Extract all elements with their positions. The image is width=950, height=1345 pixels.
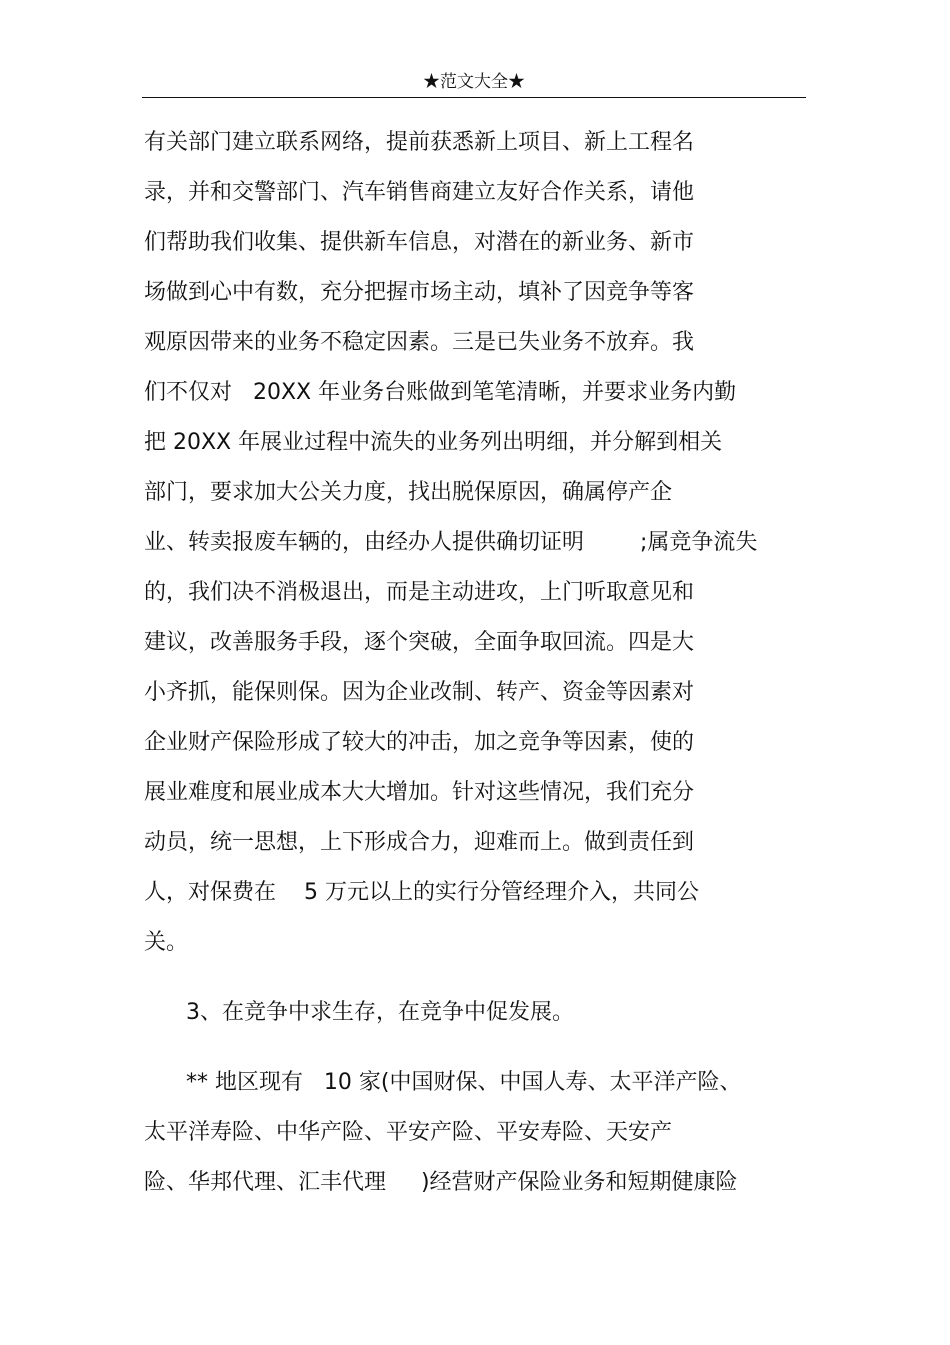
text-line: ** 地区现有 10 家(中国财保、中国人寿、太平洋产险、 xyxy=(144,1070,742,1095)
document-body xyxy=(144,118,804,1208)
paragraph-1 xyxy=(144,118,804,968)
text-line: 观原因带来的业务不稳定因素。三是已失业务不放弃。我 xyxy=(144,330,695,355)
text-line: 关。 xyxy=(144,930,189,955)
paragraph-2 xyxy=(144,988,804,1038)
text-line: 有关部门建立联系网络，提前获悉新上项目、新上工程名 xyxy=(144,130,695,155)
text-line: 人，对保费在 5 万元以上的实行分管经理介入，共同公 xyxy=(144,880,699,905)
text-line: 险、华邦代理、汇丰代理 )经营财产保险业务和短期健康险 xyxy=(144,1170,738,1195)
header-divider xyxy=(142,97,806,98)
text-line: 部门，要求加大公关力度，找出脱保原因，确属停产企 xyxy=(144,480,673,505)
text-line: 录，并和交警部门、汽车销售商建立友好合作关系，请他 xyxy=(144,180,695,205)
text-line: 们不仅对 20XX 年业务台账做到笔笔清晰，并要求业务内勤 xyxy=(144,380,737,405)
section-heading: 3、在竞争中求生存，在竞争中促发展。 xyxy=(144,1000,574,1025)
text-line: 小齐抓，能保则保。因为企业改制、转产、资金等因素对 xyxy=(144,680,695,705)
text-line: 动员，统一思想，上下形成合力，迎难而上。做到责任到 xyxy=(144,830,695,855)
paragraph-3 xyxy=(144,1058,804,1208)
text-line: 建议，改善服务手段，逐个突破，全面争取回流。四是大 xyxy=(144,630,695,655)
text-line: 企业财产保险形成了较大的冲击，加之竞争等因素，使的 xyxy=(144,730,695,755)
text-line: 把 20XX 年展业过程中流失的业务列出明细，并分解到相关 xyxy=(144,430,723,455)
text-line: 业、转卖报废车辆的，由经办人提供确切证明 ;属竞争流失 xyxy=(144,530,758,555)
page-header: ★范文大全★ xyxy=(423,72,525,92)
text-line: 场做到心中有数，充分把握市场主动，填补了因竞争等客 xyxy=(144,280,695,305)
paragraph-gap xyxy=(144,1038,804,1058)
text-line: 太平洋寿险、中华产险、平安产险、平安寿险、天安产 xyxy=(144,1120,673,1145)
paragraph-gap xyxy=(144,968,804,988)
text-line: 展业难度和展业成本大大增加。针对这些情况，我们充分 xyxy=(144,780,695,805)
text-line: 们帮助我们收集、提供新车信息，对潜在的新业务、新市 xyxy=(144,230,695,255)
text-line: 的，我们决不消极退出，而是主动进攻，上门听取意见和 xyxy=(144,580,695,605)
